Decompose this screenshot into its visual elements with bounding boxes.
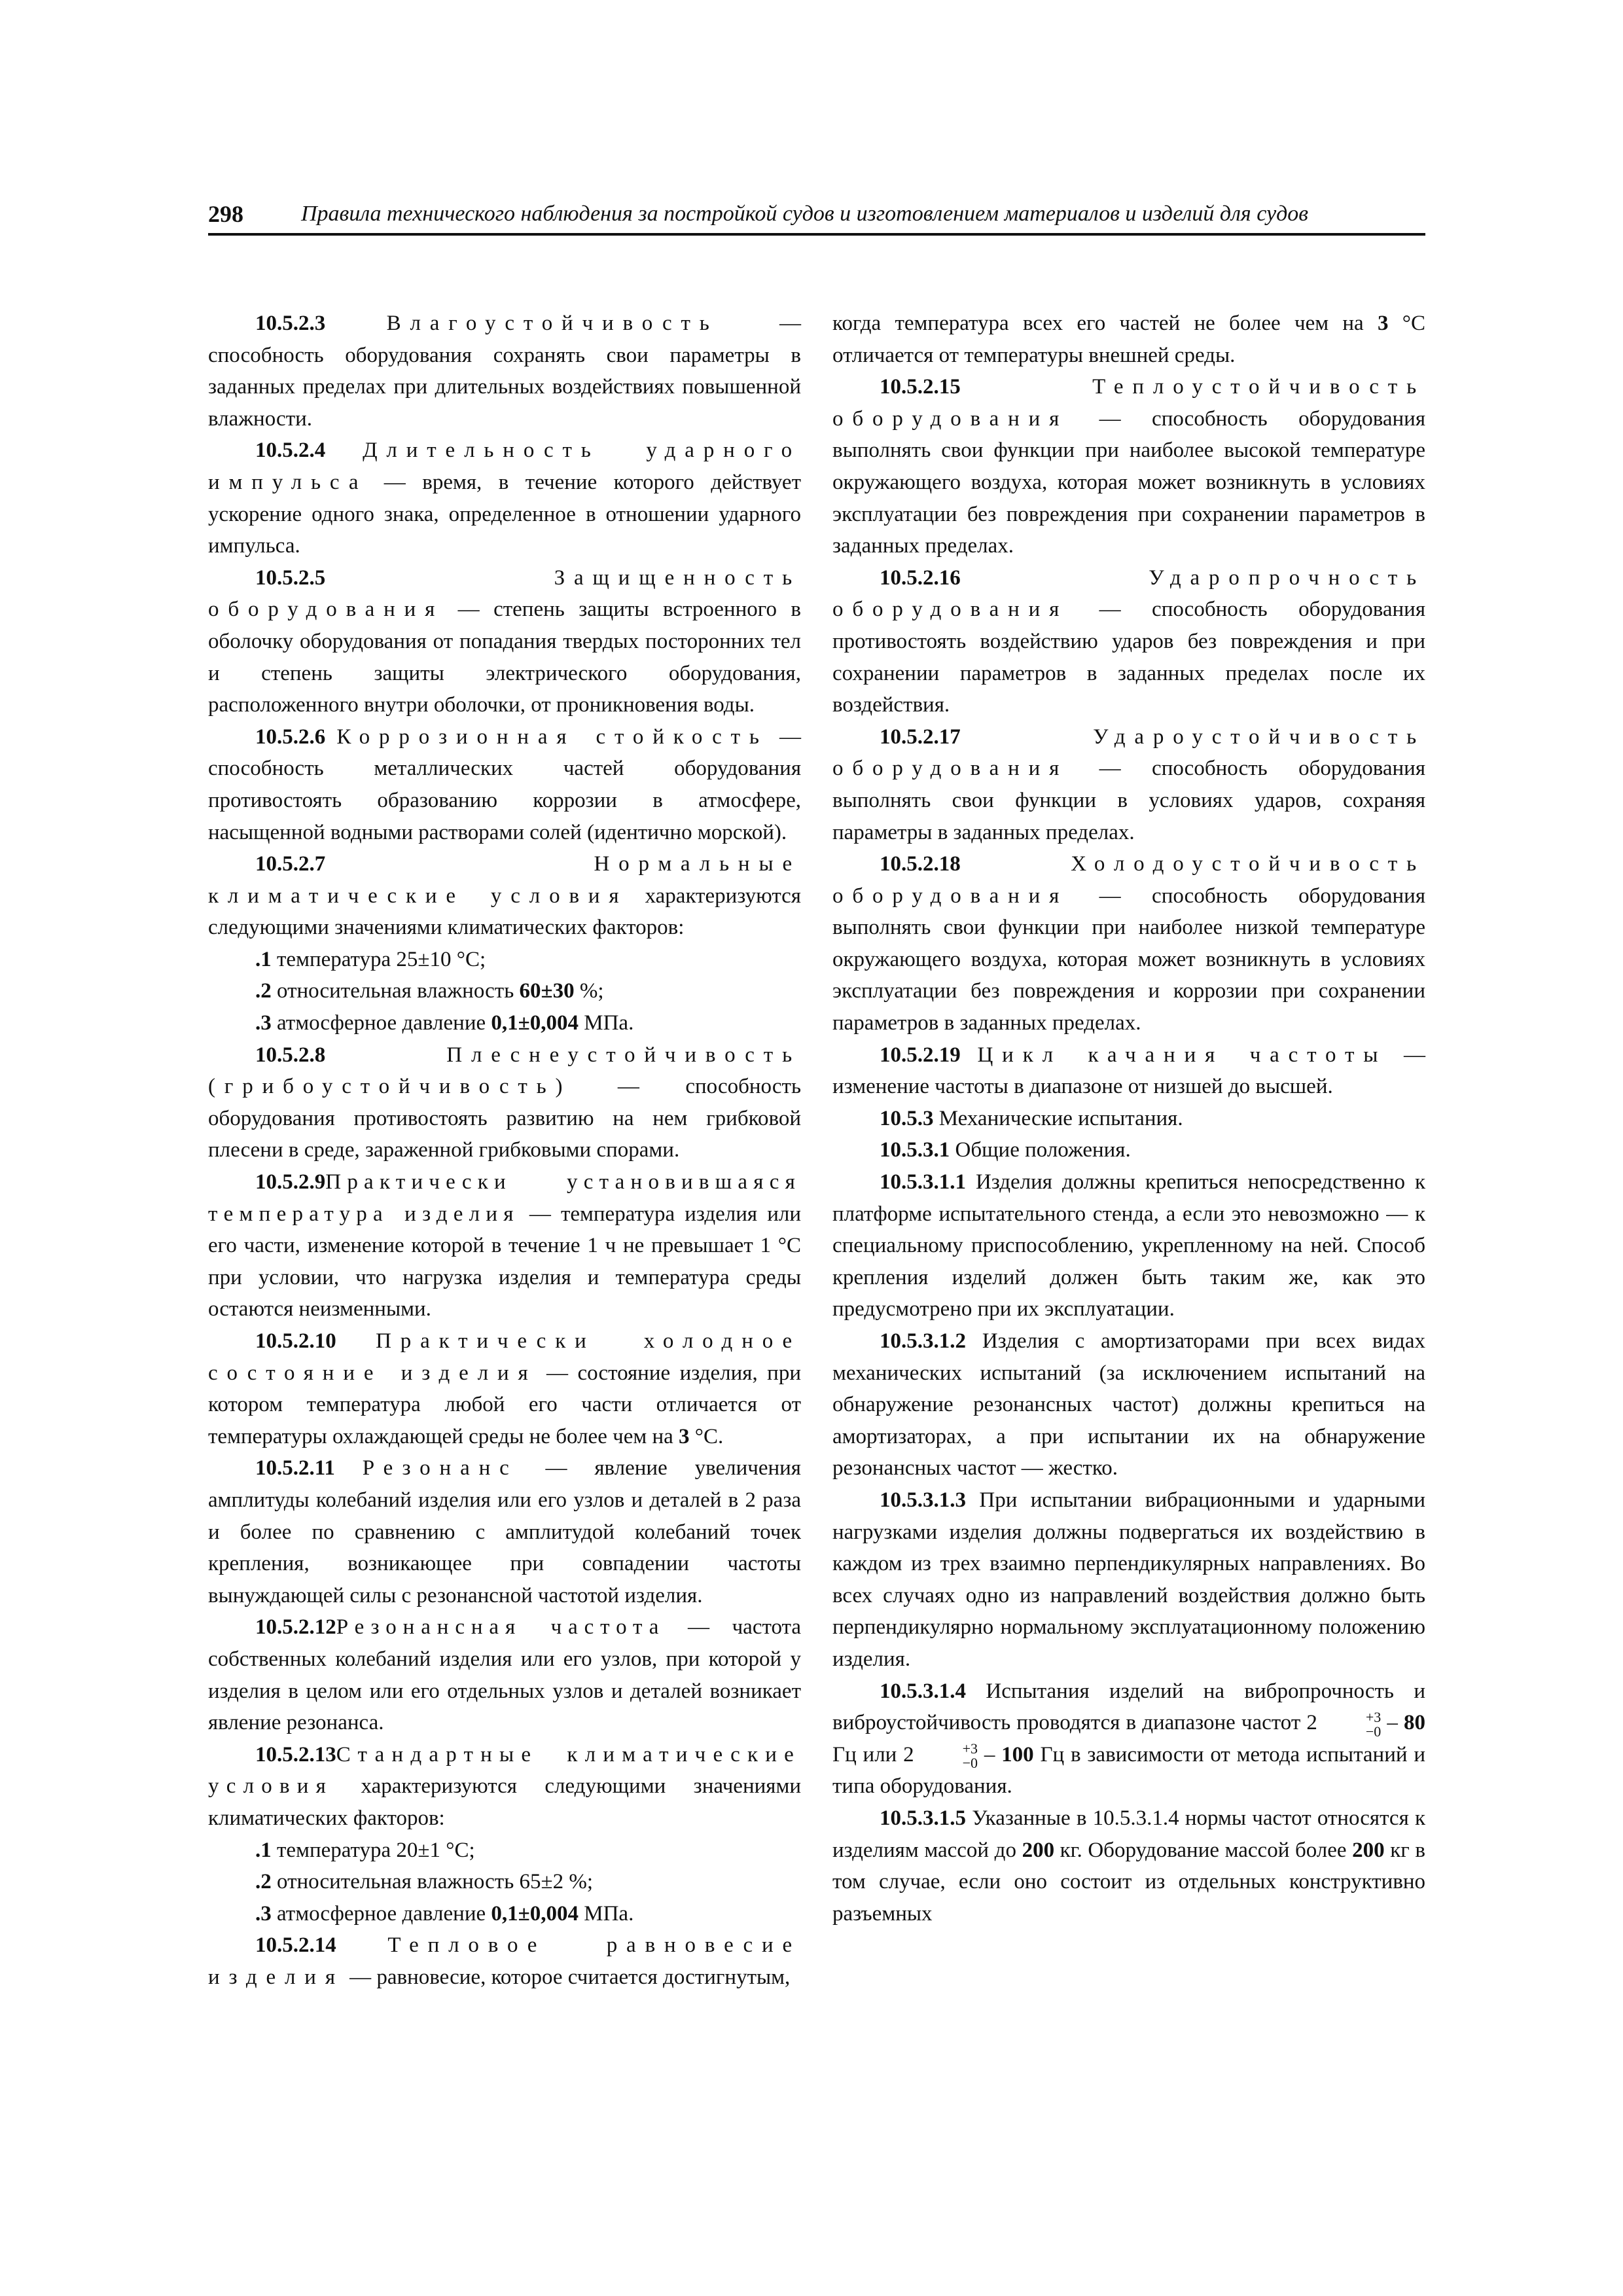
definition-tail: °С.	[689, 1424, 724, 1448]
item-number: .2	[255, 979, 272, 1003]
paragraph-10-5-3-1-1	[832, 1166, 1425, 1325]
clause-number: 10.5.2.5	[255, 565, 326, 590]
paragraph-text: Испытания изделий на вибропрочность и виброустойчивость проводятся в диапазоне частот	[832, 1679, 1425, 1735]
item-value: 60±30	[519, 979, 575, 1003]
definition-text: — способность оборудования выполнять свои функции при наиболее высокой температуре окружающего воздуха, которая может возникнуть в условиях эксплуатации без повреждения при сохранении параметров в заданных пределах.	[832, 406, 1425, 558]
clause-number: 10.5.2.12	[255, 1615, 336, 1640]
item-unit: %;	[574, 979, 604, 1003]
term: Резонанс	[362, 1456, 518, 1480]
item-text: температура 20±1 °С;	[271, 1838, 475, 1862]
item-text: температура 25±10 °С;	[271, 947, 486, 971]
paragraph-10-5-2-11	[208, 1452, 801, 1611]
term: Защищенность оборудования	[208, 565, 801, 622]
paragraph-10-5-2-15	[832, 371, 1425, 562]
list-item	[208, 1866, 801, 1898]
term: Ударопрочность оборудования	[832, 565, 1425, 622]
clause-number: 10.5.2.17	[880, 725, 961, 749]
clause-number: 10.5.2.4	[255, 439, 326, 463]
tolerance-upper: +3	[962, 1740, 978, 1757]
definition-text: — температура изделия или его части, изменение которой в течение 1 ч не превышает 1 °С при условии, что нагрузка изделия и температура среды остаются неизменными.	[208, 1202, 801, 1321]
item-number: .2	[255, 1870, 272, 1894]
tolerance-lower: −0	[962, 1755, 978, 1772]
item-unit: МПа.	[579, 1901, 634, 1926]
paragraph-text: кг. Оборудование массой более	[1054, 1838, 1353, 1862]
clause-number: 10.5.2.3	[255, 312, 326, 335]
paragraph-10-5-2-13	[208, 1739, 801, 1835]
paragraph-10-5-2-7	[208, 848, 801, 944]
term: Плеснеустойчивость (грибоустойчивость)	[208, 1043, 801, 1099]
clause-number: 10.5.2.14	[255, 1933, 336, 1958]
item-value: 0,1±0,004	[491, 1011, 579, 1035]
section-heading-10-5-3	[832, 1103, 1425, 1135]
paragraph-10-5-2-16	[832, 562, 1425, 721]
list-item	[208, 1835, 801, 1867]
term: Цикл качания частоты	[977, 1043, 1387, 1067]
list-item	[208, 944, 801, 976]
definition-text: — способность оборудования противостоять развитию на нем грибковой плесени в среде, зараженной грибковыми спорами.	[208, 1075, 801, 1162]
tolerance-lower: −0	[1365, 1723, 1382, 1740]
definition-text: — способность оборудования выполнять свои функции в условиях ударов, сохраняя параметры в заданных пределах.	[832, 757, 1425, 844]
list-item	[208, 1898, 801, 1930]
continued-tail: °С отличается от температуры внешней среды.	[832, 312, 1425, 367]
term: Удароустойчивость оборудования	[832, 725, 1425, 781]
tolerance-upper: +3	[1365, 1708, 1382, 1725]
frequency-base: 2	[903, 1742, 914, 1767]
paragraph-10-5-2-4	[208, 435, 801, 562]
term: Нормальные климатические условия	[208, 852, 801, 908]
right-column	[832, 308, 1425, 1929]
term: Теплоустойчивость оборудования	[832, 375, 1425, 431]
left-column	[208, 308, 801, 1993]
term: Холодоустойчивость оборудования	[832, 852, 1425, 908]
item-text: атмосферное давление	[271, 1011, 491, 1035]
clause-number: 10.5.2.9	[255, 1170, 326, 1194]
clause-number: 10.5.3.1.3	[880, 1488, 966, 1512]
definition-text: — равновесие, которое считается достигнутым,	[344, 1965, 791, 1989]
clause-number: 10.5.3.1.4	[880, 1679, 966, 1703]
definition-text: — способность оборудования сохранять свои параметры в заданных пределах при длительных воздействиях повышенной влажности.	[208, 312, 801, 431]
definition-text: — изменение частоты в диапазоне от низшей до высшей.	[832, 1043, 1426, 1099]
term: Коррозионная стойкость	[336, 725, 768, 749]
clause-number: 10.5.3.1.5	[880, 1806, 966, 1830]
term: Практически установившаяся температура изделия	[208, 1170, 801, 1226]
clause-number: 10.5.2.8	[255, 1043, 326, 1067]
frequency-unit: Гц в зависимости от метода испытаний и типа оборудования.	[832, 1742, 1426, 1799]
clause-number: 10.5.2.13	[255, 1742, 336, 1767]
clause-number: 10.5.3.1	[880, 1138, 950, 1162]
frequency-base: 2	[1306, 1711, 1317, 1735]
list-item	[208, 1007, 801, 1039]
list-item	[208, 975, 801, 1007]
definition-text: — способность оборудования выполнять свои функции при наиболее низкой температуре окружающего воздуха, которая может возникнуть в условиях эксплуатации без повреждения и коррозии при сохранении параметров в заданных пределах.	[832, 884, 1425, 1035]
item-number: .3	[255, 1901, 272, 1926]
definition-text: характеризуются следующими значениями климатических факторов:	[208, 1774, 801, 1830]
mass-value: 200	[1352, 1838, 1385, 1862]
item-unit: МПа.	[579, 1011, 634, 1035]
term: Резонансная частота	[336, 1615, 666, 1640]
term: Влагоустойчивость	[386, 312, 719, 335]
continued-text: когда температура всех его частей не более чем на	[832, 312, 1378, 335]
item-number: .1	[255, 1838, 272, 1862]
heading-text: Общие положения.	[950, 1138, 1131, 1162]
paragraph-text: При испытании вибрационными и ударными нагрузками изделия должны подвергаться их воздействию в каждом из трех взаимно перпендикулярных направлениях. Во всех случаях одно из направлений воздействия должно быть перпендикулярно нормальному эксплуатационному положению изделия.	[832, 1488, 1425, 1671]
term: Длительность ударного импульса	[208, 439, 801, 494]
clause-number: 10.5.2.11	[255, 1456, 335, 1480]
heading-text: Механические испытания.	[933, 1106, 1183, 1130]
clause-number: 10.5.2.15	[880, 375, 961, 399]
paragraph-10-5-2-12	[208, 1611, 801, 1738]
paragraph-text: Изделия с амортизаторами при всех видах механических испытаний (за исключением испытаний на обнаружение резонансных частот) должны крепиться на амортизаторах, а при испытании их на обнаружение резонансных частот — жестко.	[832, 1329, 1425, 1480]
header-rule	[208, 233, 1425, 236]
item-text: относительная влажность 65±2 %;	[271, 1870, 594, 1894]
paragraph-10-5-2-5	[208, 562, 801, 721]
running-title: Правила технического наблюдения за постройкой судов и изготовлением материалов и изделий для судов	[301, 202, 1309, 226]
range-dash: –	[978, 1742, 1002, 1767]
paragraph-10-5-2-9	[208, 1166, 801, 1325]
paragraph-10-5-2-14	[208, 1929, 801, 1993]
definition-text: — явление увеличения амплитуды колебаний изделия или его узлов и деталей в 2 раза и более по сравнению с амплитудой колебаний точек крепления, возникающее при совпадении частоты вынуждающей силы с резонансной частотой изделия.	[208, 1456, 801, 1607]
clause-number: 10.5.3	[880, 1106, 934, 1130]
frequency-value: 100	[1001, 1742, 1034, 1767]
clause-number: 10.5.2.7	[255, 852, 326, 876]
paragraph-10-5-2-18	[832, 848, 1425, 1039]
clause-number: 10.5.3.1.2	[880, 1329, 966, 1353]
clause-number: 10.5.2.6	[255, 725, 326, 749]
clause-number: 10.5.2.10	[255, 1329, 336, 1353]
definition-text: — способность металлических частей оборудования противостоять образованию коррозии в атмосфере, насыщенной водными растворами солей (идентично морской).	[208, 725, 801, 844]
clause-number: 10.5.2.16	[880, 565, 961, 590]
term: Тепловое равновесие изделия	[208, 1933, 801, 1989]
paragraph-10-5-3-1-2	[832, 1325, 1425, 1484]
paragraph-text: кг в том случае, если оно состоит из отдельных конструктивно разъемных	[832, 1838, 1425, 1926]
term: Практически холодное состояние изделия	[208, 1329, 801, 1385]
value: 3	[679, 1424, 690, 1448]
paragraph-text: Указанные в 10.5.3.1.4 нормы частот относятся к изделиям массой до	[832, 1806, 1425, 1862]
mass-value: 200	[1022, 1838, 1055, 1862]
subsection-heading-10-5-3-1	[832, 1134, 1425, 1166]
value: 3	[1378, 312, 1389, 335]
definition-text: — частота собственных колебаний изделия или его узлов, при которой у изделия в целом или его отдельных узлов и деталей возникает явление резонанса.	[208, 1615, 801, 1735]
item-value: 0,1±0,004	[491, 1901, 579, 1926]
item-number: .3	[255, 1011, 272, 1035]
frequency-unit: Гц или	[832, 1742, 904, 1767]
frequency-value: 80	[1404, 1711, 1425, 1735]
paragraph-10-5-2-8	[208, 1039, 801, 1166]
item-text: атмосферное давление	[271, 1901, 491, 1926]
item-number: .1	[255, 947, 272, 971]
paragraph-10-5-2-17	[832, 721, 1425, 848]
paragraph-10-5-2-19	[832, 1039, 1425, 1103]
paragraph-text: Изделия должны крепиться непосредственно к платформе испытательного стенда, а если это невозможно — к специальному приспособлению, укрепленному на ней. Способ крепления изделий должен быть таким же, как это предусмотрено при их эксплуатации.	[832, 1170, 1425, 1321]
paragraph-10-5-2-14-continued	[832, 308, 1425, 371]
definition-text: — время, в течение которого действует ускорение одного знака, определенное в отношении ударного импульса.	[208, 470, 801, 558]
definition-text: характеризуются следующими значениями климатических факторов:	[208, 884, 801, 940]
paragraph-10-5-2-6	[208, 721, 801, 848]
clause-number: 10.5.3.1.1	[880, 1170, 966, 1194]
paragraph-10-5-2-10	[208, 1325, 801, 1452]
page-number: 298	[208, 201, 243, 227]
paragraph-10-5-3-1-4	[832, 1676, 1425, 1803]
definition-text: — способность оборудования противостоять воздействию ударов без повреждения и при сохранении параметров в заданных пределах после их воздействия.	[832, 598, 1425, 717]
running-header	[208, 195, 1425, 236]
definition-text: — состояние изделия, при котором температура любой его части отличается от температуры охлаждающей среды не более чем на	[208, 1361, 801, 1448]
paragraph-10-5-2-3	[208, 308, 801, 435]
clause-number: 10.5.2.18	[880, 852, 961, 876]
paragraph-10-5-3-1-5	[832, 1803, 1425, 1929]
item-text: относительная влажность	[271, 979, 520, 1003]
term: Стандартные климатические условия	[208, 1742, 801, 1799]
clause-number: 10.5.2.19	[880, 1043, 961, 1067]
paragraph-10-5-3-1-3	[832, 1484, 1425, 1676]
range-dash: –	[1381, 1711, 1404, 1735]
definition-text: — степень защиты встроенного в оболочку оборудования от попадания твердых посторонних тел и степень защиты электрического оборудования, расположенного внутри оболочки, от проникновения воды.	[208, 598, 801, 717]
